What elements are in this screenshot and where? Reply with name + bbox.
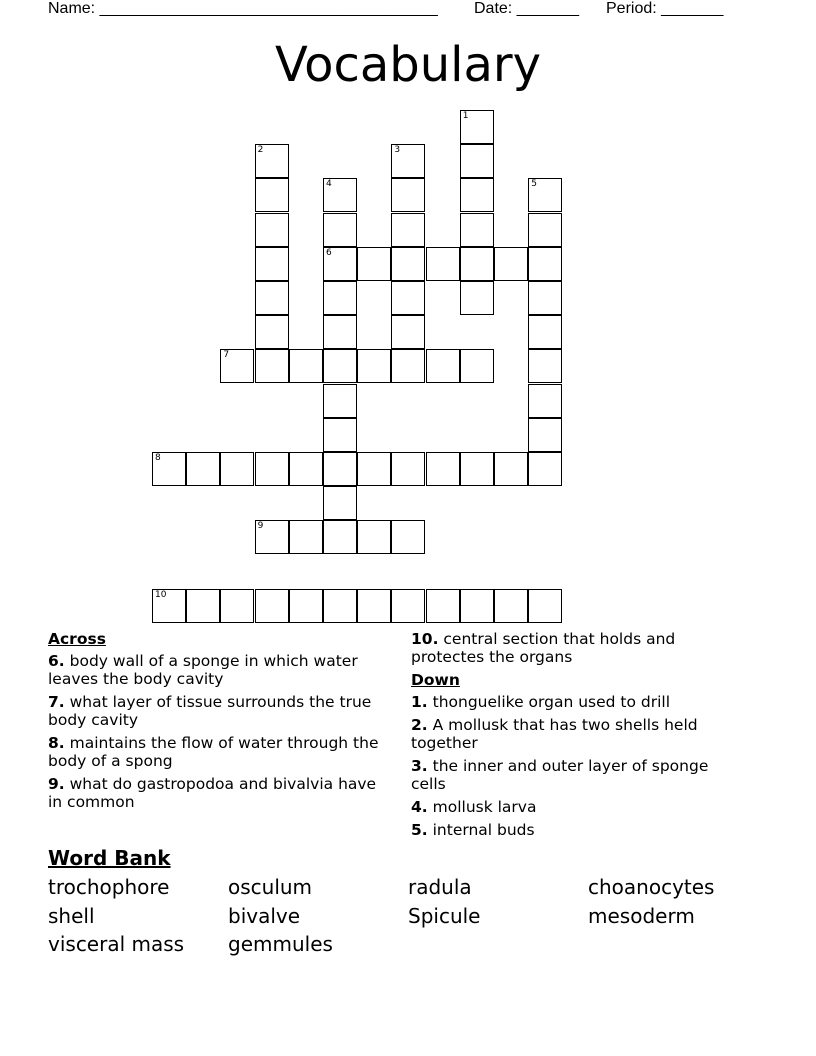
crossword-cell[interactable] bbox=[528, 418, 562, 452]
crossword-cell[interactable] bbox=[255, 349, 289, 383]
crossword-cell[interactable] bbox=[255, 213, 289, 247]
clue-down-2: 2. A mollusk that has two shells held together bbox=[411, 716, 698, 752]
crossword-cell[interactable] bbox=[323, 178, 357, 212]
crossword-cell[interactable] bbox=[528, 349, 562, 383]
crossword-cell[interactable] bbox=[460, 213, 494, 247]
crossword-cell[interactable] bbox=[152, 452, 186, 486]
crossword-cell[interactable] bbox=[289, 349, 323, 383]
word-bank-item: visceral mass bbox=[48, 932, 185, 956]
across-heading: Across bbox=[48, 630, 106, 648]
crossword-cell[interactable] bbox=[323, 452, 357, 486]
clue-number: 6 bbox=[326, 247, 332, 258]
page-title: Vocabulary bbox=[274, 37, 542, 93]
crossword-cell[interactable] bbox=[391, 589, 425, 623]
clue-across-10: 10. central section that holds and protectes the organs bbox=[411, 630, 676, 666]
crossword-cell[interactable] bbox=[460, 281, 494, 315]
crossword-cell[interactable] bbox=[220, 349, 254, 383]
clue-number: 5 bbox=[531, 179, 537, 190]
crossword-cell[interactable] bbox=[323, 213, 357, 247]
crossword-cell[interactable] bbox=[528, 178, 562, 212]
crossword-cell[interactable] bbox=[255, 178, 289, 212]
crossword-cell[interactable] bbox=[391, 315, 425, 349]
crossword-cell[interactable] bbox=[255, 520, 289, 554]
clue-across-7: 7. what layer of tissue surrounds the true body cavity bbox=[48, 693, 372, 729]
crossword-cell[interactable] bbox=[152, 589, 186, 623]
crossword-cell[interactable] bbox=[528, 452, 562, 486]
crossword-cell[interactable] bbox=[391, 281, 425, 315]
crossword-cell[interactable] bbox=[255, 589, 289, 623]
crossword-cell[interactable] bbox=[357, 589, 391, 623]
clue-number: 1 bbox=[462, 111, 469, 121]
clue-number: 4 bbox=[326, 179, 332, 190]
down-heading: Down bbox=[411, 671, 460, 689]
crossword-cell[interactable] bbox=[460, 349, 494, 383]
clue-down-5: 5. internal buds bbox=[411, 821, 535, 839]
crossword-cell[interactable] bbox=[460, 110, 494, 144]
crossword-cell[interactable] bbox=[426, 349, 460, 383]
crossword-cell[interactable] bbox=[494, 452, 528, 486]
crossword-cell[interactable] bbox=[323, 520, 357, 554]
crossword-cell[interactable] bbox=[323, 315, 357, 349]
crossword-cell[interactable] bbox=[323, 589, 357, 623]
crossword-cell[interactable] bbox=[255, 247, 289, 281]
crossword-cell[interactable] bbox=[220, 452, 254, 486]
clue-down-1: 1. thonguelike organ used to drill bbox=[411, 693, 671, 711]
right-clue-column bbox=[411, 630, 741, 844]
crossword-cell[interactable] bbox=[357, 349, 391, 383]
clue-number: 7 bbox=[223, 350, 230, 361]
crossword-cell[interactable] bbox=[323, 349, 357, 383]
word-bank-item: shell bbox=[48, 904, 95, 928]
crossword-cell[interactable] bbox=[460, 452, 494, 486]
crossword-cell[interactable] bbox=[494, 247, 528, 281]
period-field[interactable]: Period: _______ bbox=[606, 0, 724, 17]
clue-number: 2 bbox=[257, 145, 264, 156]
crossword-cell[interactable] bbox=[289, 589, 323, 623]
crossword-cell[interactable] bbox=[391, 520, 425, 554]
clue-number: 9 bbox=[257, 521, 264, 532]
word-bank-item: gemmules bbox=[228, 932, 333, 956]
crossword-cell[interactable] bbox=[255, 144, 289, 178]
crossword-cell[interactable] bbox=[255, 281, 289, 315]
crossword-cell[interactable] bbox=[426, 247, 460, 281]
clue-number: 3 bbox=[394, 145, 401, 156]
crossword-cell[interactable] bbox=[391, 144, 425, 178]
crossword-cell[interactable] bbox=[323, 384, 357, 418]
word-bank-item: trochophore bbox=[48, 875, 170, 899]
clue-number: 10 bbox=[155, 589, 167, 600]
crossword-cell[interactable] bbox=[391, 452, 425, 486]
crossword-cell[interactable] bbox=[289, 520, 323, 554]
crossword-cell[interactable] bbox=[186, 589, 220, 623]
crossword-cell[interactable] bbox=[460, 589, 494, 623]
clue-down-3: 3. the inner and outer layer of sponge cells bbox=[411, 757, 709, 793]
crossword-cell[interactable] bbox=[391, 178, 425, 212]
crossword-cell[interactable] bbox=[323, 247, 357, 281]
across-clues bbox=[48, 630, 388, 816]
word-bank-item: choanocytes bbox=[588, 875, 715, 899]
crossword-cell[interactable] bbox=[391, 247, 425, 281]
crossword-cell[interactable] bbox=[323, 486, 357, 520]
crossword-cell[interactable] bbox=[528, 281, 562, 315]
crossword-cell[interactable] bbox=[426, 589, 460, 623]
crossword-cell[interactable] bbox=[460, 178, 494, 212]
crossword-cell[interactable] bbox=[220, 589, 254, 623]
crossword-cell[interactable] bbox=[426, 452, 460, 486]
crossword-cell[interactable] bbox=[255, 315, 289, 349]
crossword-cell[interactable] bbox=[357, 452, 391, 486]
crossword-cell[interactable] bbox=[494, 589, 528, 623]
word-bank-item: Spicule bbox=[408, 904, 481, 928]
crossword-cell[interactable] bbox=[255, 452, 289, 486]
crossword-cell[interactable] bbox=[323, 418, 357, 452]
crossword-cell[interactable] bbox=[391, 349, 425, 383]
word-bank-item: mesoderm bbox=[588, 904, 695, 928]
crossword-cell[interactable] bbox=[460, 144, 494, 178]
word-bank-title: Word Bank bbox=[48, 846, 171, 870]
clue-across-9: 9. what do gastropodoa and bivalvia have in common bbox=[48, 775, 377, 811]
crossword-cell[interactable] bbox=[528, 247, 562, 281]
clue-across-6: 6. body wall of a sponge in which water leaves the body cavity bbox=[48, 652, 358, 688]
crossword-cell[interactable] bbox=[528, 315, 562, 349]
crossword-cell[interactable] bbox=[323, 281, 357, 315]
crossword-cell[interactable] bbox=[289, 452, 323, 486]
crossword-cell[interactable] bbox=[357, 247, 391, 281]
crossword-cell[interactable] bbox=[528, 589, 562, 623]
clue-down-4: 4. mollusk larva bbox=[411, 798, 537, 816]
clue-across-8: 8. maintains the flow of water through the body of a spong bbox=[48, 734, 379, 770]
word-bank-item: radula bbox=[408, 875, 472, 899]
crossword-cell[interactable] bbox=[528, 384, 562, 418]
name-field[interactable]: Name: ______________________________________ bbox=[48, 0, 438, 17]
crossword-cell[interactable] bbox=[357, 520, 391, 554]
crossword-cell[interactable] bbox=[186, 452, 220, 486]
crossword-cell[interactable] bbox=[528, 213, 562, 247]
word-bank-item: bivalve bbox=[228, 904, 301, 928]
date-field[interactable]: Date: _______ bbox=[474, 0, 579, 17]
clue-number: 8 bbox=[155, 453, 161, 463]
crossword-cell[interactable] bbox=[460, 247, 494, 281]
word-bank-item: osculum bbox=[228, 875, 313, 899]
crossword-cell[interactable] bbox=[391, 213, 425, 247]
